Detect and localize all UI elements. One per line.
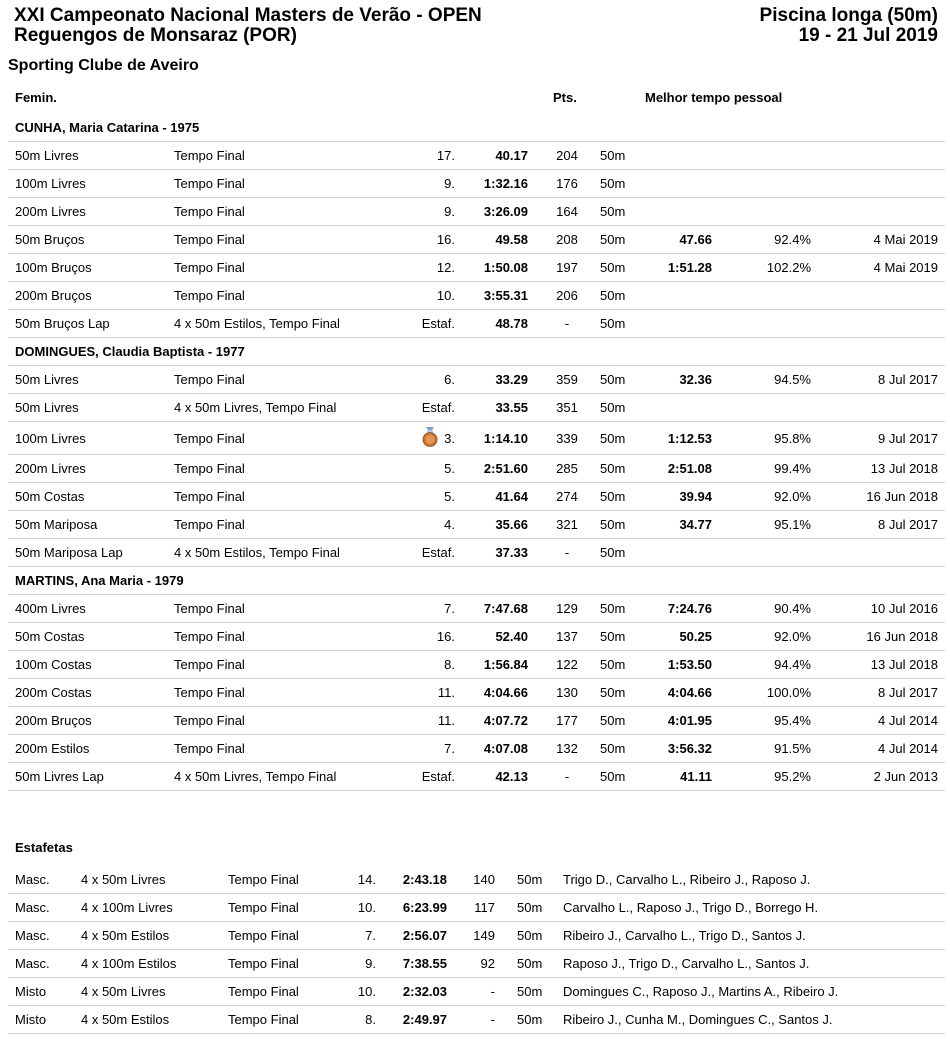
bronze-medal-icon [422,427,438,447]
course: 50m [600,204,626,219]
event-name: 100m Bruços [15,260,92,275]
place: 9. [444,204,455,219]
event-name: 200m Estilos [15,741,90,756]
course: 50m [600,431,626,446]
personal-best: 39.94 [679,489,712,504]
relay-swimmers: Raposo J., Trigo D., Carvalho L., Santos J. [563,956,810,971]
round-name: Tempo Final [174,461,245,476]
event-name: 200m Bruços [15,288,92,303]
result-row [8,763,945,791]
round-name: Tempo Final [174,741,245,756]
personal-best-column-header: Melhor tempo pessoal [645,90,783,105]
course: 50m [600,545,626,560]
result-row [8,422,945,455]
course: 50m [600,461,626,476]
round-name: Tempo Final [174,288,245,303]
event-name: 200m Costas [15,685,92,700]
result-row [8,511,945,539]
result-time: 41.64 [495,489,528,504]
round-name: Tempo Final [174,685,245,700]
result-time: 1:32.16 [483,176,528,191]
round-name: Tempo Final [174,657,245,672]
pb-percentage: 94.5% [774,372,811,387]
result-time: 2:51.60 [483,461,528,476]
relay-category: Masc. [15,928,50,943]
athlete-name: MARTINS, Ana Maria - 1979 [15,573,184,588]
place: 5. [444,489,455,504]
competition-dates: 19 - 21 Jul 2019 [798,25,938,46]
result-row [8,198,945,226]
pb-percentage: 92.0% [774,629,811,644]
pb-percentage: 95.4% [774,713,811,728]
place: Estaf. [421,545,455,560]
result-time: 42.13 [495,769,528,784]
relay-time: 7:38.55 [402,956,447,971]
round-name: Tempo Final [174,372,245,387]
pb-date: 10 Jul 2016 [870,601,938,616]
pb-date: 9 Jul 2017 [878,431,938,446]
relay-points: 149 [473,928,495,943]
personal-best: 1:12.53 [667,431,712,446]
personal-best: 4:04.66 [667,685,712,700]
pb-percentage: 92.0% [774,489,811,504]
pb-percentage: 95.1% [774,517,811,532]
relay-event: 4 x 50m Estilos [81,1012,170,1027]
result-row [8,310,945,338]
points: 122 [556,657,578,672]
result-row [8,651,945,679]
result-row [8,394,945,422]
personal-best: 1:51.28 [667,260,712,275]
points: 164 [556,204,578,219]
place: 5. [444,461,455,476]
event-name: 200m Livres [15,204,86,219]
result-row [8,539,945,567]
result-time: 52.40 [495,629,528,644]
pb-date: 4 Mai 2019 [873,260,938,275]
pb-percentage: 92.4% [774,232,811,247]
athlete-name: DOMINGUES, Claudia Baptista - 1977 [15,344,245,359]
points: 176 [556,176,578,191]
round-name: Tempo Final [174,601,245,616]
place: Estaf. [421,769,455,784]
pb-date: 8 Jul 2017 [878,372,938,387]
relay-place: 9. [365,956,376,971]
pb-percentage: 91.5% [774,741,811,756]
competition-header [14,6,482,46]
relay-event: 4 x 50m Livres [81,984,166,999]
round-name: Tempo Final [174,629,245,644]
pb-percentage: 102.2% [766,260,811,275]
round-name: 4 x 50m Livres, Tempo Final [174,769,337,784]
event-name: 50m Livres [15,372,79,387]
event-name: 100m Livres [15,176,86,191]
relay-place: 8. [365,1012,376,1027]
course: 50m [600,741,626,756]
result-row [8,282,945,310]
event-name: 100m Costas [15,657,92,672]
result-row [8,366,945,394]
points: 321 [556,517,578,532]
gender-column-header: Femin. [15,90,57,105]
place: 7. [444,601,455,616]
pb-percentage: 99.4% [774,461,811,476]
pb-date: 4 Jul 2014 [878,713,938,728]
event-name: 400m Livres [15,601,86,616]
relay-place: 14. [357,872,376,887]
personal-best: 2:51.08 [667,461,712,476]
course: 50m [600,685,626,700]
relay-row [8,894,945,922]
result-time: 48.78 [495,316,528,331]
result-time: 3:26.09 [483,204,528,219]
relays-title: Estafetas [15,840,73,855]
round-name: Tempo Final [174,176,245,191]
relay-category: Masc. [15,900,50,915]
place: 10. [436,288,455,303]
course: 50m [600,713,626,728]
points: 132 [556,741,578,756]
place: Estaf. [421,316,455,331]
pb-percentage: 94.4% [774,657,811,672]
course: 50m [600,517,626,532]
result-row [8,623,945,651]
relay-points: - [490,1012,495,1027]
place: 8. [444,657,455,672]
points: 206 [556,288,578,303]
relay-time: 2:49.97 [402,1012,447,1027]
round-name: Tempo Final [174,431,245,446]
competition-info [760,6,938,46]
pb-percentage: 100.0% [766,685,811,700]
relay-category: Masc. [15,956,50,971]
result-row [8,170,945,198]
result-time: 4:04.66 [483,685,528,700]
result-time: 1:50.08 [483,260,528,275]
relay-round: Tempo Final [228,984,299,999]
pb-percentage: 95.2% [774,769,811,784]
points: 137 [556,629,578,644]
relay-time: 2:43.18 [402,872,447,887]
round-name: 4 x 50m Estilos, Tempo Final [174,545,340,560]
course: 50m [600,769,626,784]
place: 9. [444,176,455,191]
relay-points: - [490,984,495,999]
result-time: 1:56.84 [483,657,528,672]
relay-category: Masc. [15,872,50,887]
points: - [564,769,570,784]
pb-date: 8 Jul 2017 [878,517,938,532]
points: 274 [556,489,578,504]
result-row [8,707,945,735]
points: - [564,316,570,331]
relay-event: 4 x 100m Livres [81,900,173,915]
points-column-header: Pts. [553,90,577,105]
relay-category: Misto [15,1012,47,1027]
points: 339 [556,431,578,446]
pb-date: 13 Jul 2018 [870,461,938,476]
personal-best: 41.11 [680,769,712,784]
competition-location: Reguengos de Monsaraz (POR) [14,25,297,46]
round-name: Tempo Final [174,489,245,504]
round-name: 4 x 50m Estilos, Tempo Final [174,316,340,331]
course: 50m [600,372,626,387]
relay-course: 50m [517,900,543,915]
result-time: 7:47.68 [483,601,528,616]
round-name: 4 x 50m Livres, Tempo Final [174,400,337,415]
relay-event: 4 x 100m Estilos [81,956,177,971]
relay-points: 117 [474,900,495,915]
place: 16. [436,629,455,644]
event-name: 50m Mariposa [15,517,98,532]
personal-best: 34.77 [679,517,712,532]
personal-best: 7:24.76 [667,601,712,616]
place: 6. [444,372,455,387]
relay-course: 50m [517,1012,543,1027]
result-time: 35.66 [495,517,528,532]
relay-course: 50m [517,956,543,971]
relay-round: Tempo Final [228,928,299,943]
course: 50m [600,316,626,331]
round-name: Tempo Final [174,232,245,247]
relay-round: Tempo Final [228,1012,299,1027]
points: 359 [556,372,578,387]
athlete-header [8,338,945,366]
relay-points: 92 [480,956,495,971]
result-row [8,483,945,511]
place: 12. [436,260,455,275]
relay-category: Misto [15,984,47,999]
points: 208 [556,232,578,247]
pool-type: Piscina longa (50m) [759,5,938,26]
athlete-header [8,114,945,142]
result-row [8,254,945,282]
course: 50m [600,400,626,415]
points: 351 [556,400,578,415]
result-time: 1:14.10 [483,431,528,446]
course: 50m [600,260,626,275]
relay-time: 6:23.99 [402,900,447,915]
relay-place: 10. [357,984,376,999]
relay-time: 2:56.07 [402,928,447,943]
relay-swimmers: Ribeiro J., Cunha M., Domingues C., Santos J. [563,1012,833,1027]
course: 50m [600,657,626,672]
relay-swimmers: Carvalho L., Raposo J., Trigo D., Borrego H. [563,900,819,915]
relay-time: 2:32.03 [402,984,447,999]
result-row [8,455,945,483]
pb-date: 4 Mai 2019 [873,232,938,247]
personal-best: 3:56.32 [667,741,712,756]
personal-best: 32.36 [679,372,712,387]
place: 4. [444,517,455,532]
round-name: Tempo Final [174,260,245,275]
points: 177 [556,713,578,728]
result-time: 49.58 [495,232,528,247]
personal-best: 1:53.50 [667,657,712,672]
course: 50m [600,629,626,644]
pb-date: 8 Jul 2017 [878,685,938,700]
result-time: 4:07.08 [483,741,528,756]
event-name: 50m Costas [15,629,85,644]
points: 129 [556,601,578,616]
points: 285 [556,461,578,476]
relay-row [8,866,945,894]
round-name: Tempo Final [174,713,245,728]
result-time: 33.29 [495,372,528,387]
personal-best: 50.25 [679,629,712,644]
result-time: 4:07.72 [483,713,528,728]
relay-round: Tempo Final [228,872,299,887]
relay-place: 10. [357,900,376,915]
result-row [8,735,945,763]
personal-best: 47.66 [679,232,712,247]
event-name: 100m Livres [15,431,86,446]
relay-row [8,950,945,978]
pb-date: 16 Jun 2018 [866,629,938,644]
points: 197 [556,260,578,275]
relay-place: 7. [365,928,376,943]
athlete-header [8,567,945,595]
relay-course: 50m [517,984,543,999]
place: 11. [437,713,455,728]
relay-row [8,922,945,950]
relay-event: 4 x 50m Estilos [81,928,170,943]
competition-title: XXI Campeonato Nacional Masters de Verão - OPEN [14,5,482,26]
result-row [8,595,945,623]
course: 50m [600,232,626,247]
course: 50m [600,601,626,616]
result-row [8,142,945,170]
result-row [8,226,945,254]
athlete-name: CUNHA, Maria Catarina - 1975 [15,120,200,135]
event-name: 50m Mariposa Lap [15,545,123,560]
round-name: Tempo Final [174,148,245,163]
points: - [564,545,570,560]
place: 11. [437,685,455,700]
place: 3. [444,431,455,446]
relay-round: Tempo Final [228,956,299,971]
round-name: Tempo Final [174,204,245,219]
course: 50m [600,176,626,191]
result-time: 40.17 [495,148,528,163]
club-name: Sporting Clube de Aveiro [8,57,199,74]
event-name: 200m Livres [15,461,86,476]
result-time: 33.55 [495,400,528,415]
pb-date: 16 Jun 2018 [866,489,938,504]
relay-points: 140 [473,872,495,887]
relay-swimmers: Domingues C., Raposo J., Martins A., Ribeiro J. [563,984,839,999]
relay-course: 50m [517,928,543,943]
points: 204 [556,148,578,163]
event-name: 50m Bruços [15,232,85,247]
result-time: 3:55.31 [483,288,528,303]
relay-swimmers: Ribeiro J., Carvalho L., Trigo D., Santos J. [563,928,806,943]
relay-event: 4 x 50m Livres [81,872,166,887]
place: 17. [436,148,455,163]
result-time: 37.33 [495,545,528,560]
pb-date: 2 Jun 2013 [873,769,938,784]
result-row [8,679,945,707]
event-name: 200m Bruços [15,713,92,728]
pb-date: 13 Jul 2018 [870,657,938,672]
event-name: 50m Livres Lap [15,769,104,784]
pb-percentage: 90.4% [774,601,811,616]
points: 130 [556,685,578,700]
event-name: 50m Bruços Lap [15,316,110,331]
relay-round: Tempo Final [228,900,299,915]
course: 50m [600,148,626,163]
place: 7. [444,741,455,756]
relay-swimmers: Trigo D., Carvalho L., Ribeiro J., Raposo J. [563,872,811,887]
course: 50m [600,288,626,303]
round-name: Tempo Final [174,517,245,532]
relay-row [8,1006,945,1034]
place: Estaf. [421,400,455,415]
pb-date: 4 Jul 2014 [878,741,938,756]
pb-percentage: 95.8% [774,431,811,446]
course: 50m [600,489,626,504]
place: 16. [436,232,455,247]
relay-course: 50m [517,872,543,887]
event-name: 50m Livres [15,400,79,415]
event-name: 50m Costas [15,489,85,504]
personal-best: 4:01.95 [667,713,712,728]
relay-row [8,978,945,1006]
event-name: 50m Livres [15,148,79,163]
